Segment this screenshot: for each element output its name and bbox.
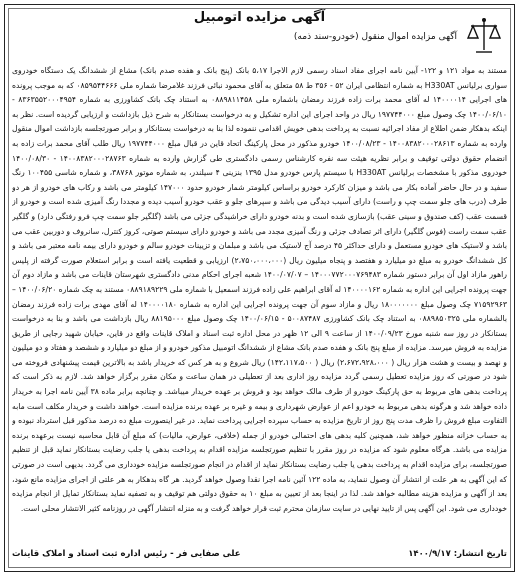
notice-subtitle: آگهی مزایده اموال منقول (خودرو-سند ذمه): [293, 32, 457, 42]
body-paragraph: مستند به مواد ۱۲۱ و ۱۲۲- آیین نامه اجرای مفاد اسناد رسمی لازم الاجرا ۵،۱۷ بانک (پنج بانک و هفده صدم بانک) مشاع از ششدانگ یک دستگاه خودروی سواری برلیانس H330AT به شماره انتظامی ایران ۵۲ - ۳۵۶ ط ۵۸ متعلق به آقای محمود نبائی فرزند غلامرضا شماره ملی ۰۸۵۹۵۴۴۶۶۶ که به موجب پرونده های اجرایی ۱۴۰۰۰۰۱۴ له آقای محمد برات زاده فرزند رمضان باشماره ملی ۰۸۸۹۸۱۱۴۵۸ به استناد چک بانک کشاورزی به شماره ۸۳۶۳۵۵۲۰۰۰۴۹۵۴ - ۱۴۰۰/۰۶/۱۰ چک وصول مبلغ ۱۹۷۷۴۴۰۰۰ ریال در واحد اجرای این اداره تشکیل و به درخواست بستانکار به شرح ذیل بازداشت و ارزیابی گردیده است. نظر به اینکه بدهکار ضمن اطلاع از مفاد اجرائیه نسبت به پرداخت بدهی خویش اقدامی ننموده لذا بنا به درخواست بستانکار و برابر صورتجلسه بازداشت اموال منقول وارده به شماره ۱۴۰۰۸۳۸۲۰۰۰۲۸۶۱۳ - ۱۴۰۰/۰۸/۲۳ خودرو مذکور در محل پارکینگ اتحاد قاین در قبال مبلغ ۱۹۷۷۴۴۰۰۰ ریال طلب آقای محمد برات زاده به انضمام حقوق دولتی توقیف و برابر نظریه هیئت سه نفره کارشناس رسمی دادگستری طی گزارش وارده به شماره ۱۴۰۰۸۳۸۲۰۰۰۲۸۷۶۳ - ۱۴۰۰/۰۸/۳۰ خودروی مذکور با مشخصات برلیانس H330AT با سیستم پارس خودرو مدل ۱۳۹۵ بنزینی ۴ سیلندر، به شماره موتور ۳۸۷۶۸، و شماره شاسی ۱۰۰۴۵۵ رنگ سفید و در حال حاضر آماده بکار می باشد و میزان کارکرد خودرو براساس کیلومتر شمار خودرو حدود ۱۴۷۰۰۰ کیلومتر می باشد و رکاب های خودرو از هر دو طرف (درب های جلو سمت چپ و راست) دارای آسیب دیدگی می باشد و سپرهای جلو و عقب خودرو آسیب دیده و مجددا رنگ آمیزی شده است و خودرو از قسمت عقب (کف صندوق و سینی عقب) بازسازی شده است و بدنه خودرو دارای خراشیدگی جزئی می باشد (گلگیر جلو سمت چپ فرو رفتگی دارد) و گلگیر عقب سمت راست (فوس گلگیر) دارای اثر تصادف جزئی و رنگ آمیزی مجدد می باشد و خودرو دارای سیستم صوتی، کروز کنترل، سانروف و دوربین عقب می باشد و لاستیک های خودرو مستعمل و دارای حداکثر ۴۵ درصد آج لاستیک می باشد و مبلمان و تزیینات خودرو سالم و خودرو دارای بیمه نامه معتبر می باشد و کل ششدانگ خودرو به مبلغ دو میلیارد و هفتصد و پنجاه میلیون ریال (۲،۷۵۰،۰۰۰،۰۰۰) ارزیابی و قطعیت یافته است و برابر استعلام صورت گرفته از پلیس راهور مازاد اول آن برابر دستور شماره ۱۴۰۰۰۷۷۲۰۰۰۷۶۹۴۸۳ – ۱۴۰۰/۰۷/۰۷ شعبه اجرای احکام مدنی دادگستری شهرستان قاینات می باشد و مازاد دوم آن جهت پرونده اجرایی این اداره به شماره ۱۴۰۰۰۰۱۶۲ له آقای ابراهیم علی زاده فرزند اسمعیل با شماره ملی ۰۸۸۹۱۸۹۲۲۹ مستند به چک شماره ۱۴۰۰/۰۶/۲۰ – ۷۱۵۹۲۹۶۳ چک وصول مبلغ ۱۸۰۰۰۰۰۰۰ ریال و مازاد سوم آن جهت پرونده اجرایی این اداره به شماره ۱۴۰۰۰۰۱۸۰ له آقای مهدی برات زاده فرزند رمضان بالشماره ملی ۰۸۸۹۸۵۰۳۲۵ به استناد چک بانک کشاورزی ۵۰۰۸۷۴۸۷ - ۱۴۰۰/۰۶/۱۵ چک وصول مبلغ ۸۸۱۹۵۰۰۰ ریال بازداشت می باشد و بنا به درخواست بستانکار در روز سه شنبه مورخ ۱۴۰۰/۰۹/۲۳ از ساعت ۹ الی ۱۲ ظهر در محل اداره ثبت اسناد و املاک قاینات واقع در قاین، خیابان شهید رجایی از طریق مزایده به فروش میرسد. مزایده از مبلغ پنج بانک و هفده صدم بانک مشاع از ششدانگ اتومبیل مذکور خودرو و از مبلغ دو میلیارد و ششصد و هفتاد و دو میلیون و نهصد و بیست و هشت هزار ریال ( ۲،۶۷۲،۹۲۸،۰۰۰) ریال ( ۱۴۲،۱۱۷،۵۰۰) ریال شروع و به هر کس که خریدار باشد به بالاترین قیمت پیشنهادی فروخته می شود در صورتی که روز مزایده تعطیل رسمی گردد مزایده روز اداری بعد از تعطیلی در همان ساعت و مکان مقرر برگزار خواهد شد. لازم به ذکر است که پرداخت بدهی های مربوط به حق پارکینگ خودرو از طرف مالک خواهد بود و فروش بر عهده خریدار میباشد. و چنانچه برابر ماده ۳۸ آیین نامه اجرا به خریدار داده خواهد شد و هرگونه بدهی مربوط به خودرو اعم از عوارض شهرداری و بیمه و غیره بر عهده برنده مزایده است.: [12, 66, 507, 411]
body-paragraph: خواهند داشت و خریدار مکلف است مابه التفاوت مبلغ فروش را ظرف مدت پنج روز از تاریخ مزایده به حساب سپرده اجرایی پرداخت نماید. در غیر اینصورت مبلغ ده درصد مذکور قبل استرداد نبوده و به حساب خزانه منظور خواهد شد، همچنین کلیه بدهی های احتمالی خودرو از جمله (خلافی، عوارض، مالیات) که مبلغ آن قابل محاسبه نیست برعهده برنده مزایده می باشد. هرگاه معلوم شود که مزایده در روز مقرر با تنظیم صورتجلسه مزایده اقدام به پرداخت بدهی یا جلب رضایت بستانکار نماید قبل از تنظیم صورتجلسه، برای مزایده اقدام به پرداخت بدهی یا جلب رضایت بستانکار نماید از اقدام در انجام صورتجلسه مزایده خودداری می گردد. بدیهی است در صورتی که این آگهی به هر علت از انتشار آن وصول ننماید، به ماده ۱۲۲ آئین نامه اجرا نقدا وصول خواهد گردید. هر گاه بدهکار به هر علتی از اجرای مزایده مانع شود، بعد از آگهی و مزایده هزینه مطالبه خواهد شد. لذا در اینجا بعد از تعیین به مبلغ ۱۰ به حقوق دولتی هم توقیف و به تصفیه نماید بستانکار تمایل از انجام مزایده خودداری می شود. این آگهی پس از تایید نهایی در سایت سازمان محترم ثبت قرار خواهد گرفت و به منزله انتشار آگهی در روزنامه کثیر الانتشار محلی است.: [12, 401, 507, 513]
publish-date: تاریخ انتشار: ۱۴۰۰/۹/۱۷: [408, 549, 507, 559]
notice-body: [12, 64, 507, 532]
emblem-icon: [461, 16, 507, 56]
footer: [12, 546, 507, 562]
header: [0, 6, 519, 60]
notice-title: آگهی مزایده اتومبیل: [193, 10, 326, 25]
signatory: علی صفایی فر - رئیس اداره ثبت اسناد و املاک قاینات: [12, 549, 241, 559]
